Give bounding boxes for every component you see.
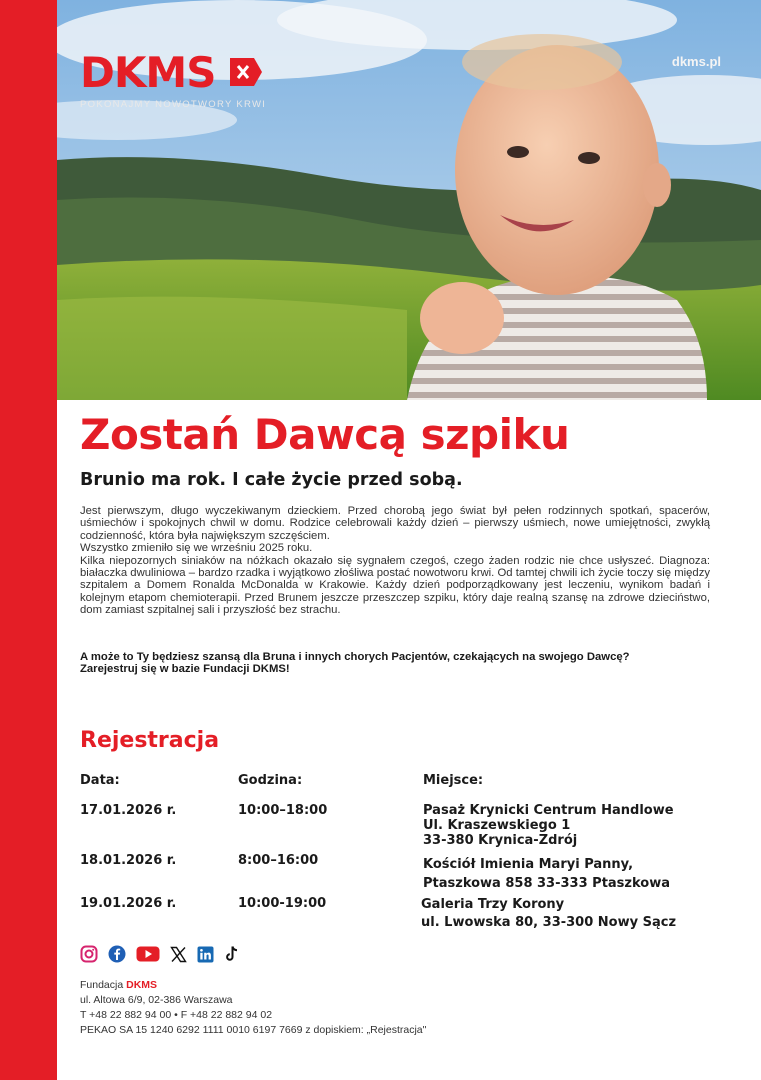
website-url[interactable]: dkms.pl (671, 54, 721, 69)
row-3-date: 19.01.2026 r. (80, 896, 177, 911)
x-icon[interactable] (170, 946, 187, 968)
story-text (80, 505, 710, 617)
social-icons (80, 945, 240, 968)
footer-dkms-name: DKMS (126, 979, 158, 991)
page-subheadline: Brunio ma rok. I całe życie przed sobą. (80, 470, 463, 490)
place-line: Pasaż Krynicki Centrum Handlowe (423, 803, 674, 818)
cta-line: A może to Ty będziesz szansą dla Bruna i innych chorych Pacjentów, czekających na swojego Dawcę? (80, 651, 630, 663)
place-line: ul. Lwowska 80, 33-300 Nowy Sącz (421, 915, 677, 930)
story-paragraph: Jest pierwszym, długo wyczekiwanym dzieckiem. Przed chorobą jego świat był pełen rodzinnych spotkań, spacerów, uśmiechów i spokojnych chwil w domu. Rodzice celebrowali każdy dzień – pierwszy uśmiech, nowe umiejętności, zwykłą codzienność, która była największym szczęściem. (80, 505, 710, 542)
dkms-logo: DKMS (80, 52, 215, 94)
date-column-header: Data: (80, 773, 120, 788)
time-column-header: Godzina: (238, 773, 303, 788)
instagram-icon[interactable] (80, 945, 98, 968)
row-1-place (423, 803, 674, 848)
tiktok-icon[interactable] (224, 945, 240, 968)
footer-foundation: Fundacja DKMS (80, 979, 158, 991)
logo-x-mark-icon (230, 56, 262, 88)
place-line: Kościół Imienia Maryi Panny, (423, 857, 634, 872)
registration-title: Rejestracja (80, 728, 220, 753)
row-2-date: 18.01.2026 r. (80, 853, 177, 868)
linkedin-icon[interactable] (197, 946, 214, 968)
place-line: 33-380 Krynica-Zdrój (423, 833, 578, 848)
row-2-time: 8:00–16:00 (238, 853, 319, 868)
footer-phones: T +48 22 882 94 00 • F +48 22 882 94 02 (80, 1009, 273, 1021)
youtube-icon[interactable] (136, 945, 160, 968)
footer-contact (80, 978, 426, 1038)
row-3-place (421, 896, 676, 932)
logo-tagline: POKONAJMY NOWOTWORY KRWI (80, 99, 267, 110)
call-to-action (80, 651, 720, 676)
place-line: Galeria Trzy Korony (421, 897, 565, 912)
row-2-place (423, 855, 670, 893)
footer-address: ul. Altowa 6/9, 02-386 Warszawa (80, 994, 233, 1006)
place-column-header: Miejsce: (423, 773, 484, 788)
footer-bank-account: PEKAO SA 15 1240 6292 1111 0010 6197 7669 z dopiskiem: „Rejestracja" (80, 1024, 427, 1036)
row-1-date: 17.01.2026 r. (80, 803, 177, 818)
cta-line: Zarejestruj się w bazie Fundacji DKMS! (80, 663, 290, 676)
facebook-icon[interactable] (108, 945, 126, 968)
story-paragraph: Wszystko zmieniło się we wrześniu 2025 roku. (80, 542, 313, 555)
page-headline: Zostań Dawcą szpiku (80, 410, 570, 459)
left-red-bar (0, 0, 57, 1080)
row-1-time: 10:00–18:00 (238, 803, 328, 818)
row-3-time: 10:00-19:00 (238, 896, 327, 911)
place-line: Ptaszkowa 858 33-333 Ptaszkowa (423, 876, 670, 891)
place-line: Ul. Kraszewskiego 1 (423, 818, 571, 833)
story-paragraph: Kilka niepozornych siniaków na nóżkach okazało się sygnałem czegoś, czego żaden rodzic nie chce usłyszeć. Diagnoza: białaczka dwuliniowa – bardzo rzadka i wyjątkowo złośliwa postać nowotworu krwi. Od tamtej chwili ich życie toczy się między szpitalem a Domem Ronalda McDonalda w Krakowie. Każdy dzień podporządkowany jest leczeniu, wynikom badań i kolejnym etapom chemioterapii. Przed Brunem jeszcze przeszczep szpiku, który daje realną szansę na zdrowe dzieciństwo, dom zamiast szpitalnej sali i przyszłość bez strachu. (80, 554, 710, 617)
